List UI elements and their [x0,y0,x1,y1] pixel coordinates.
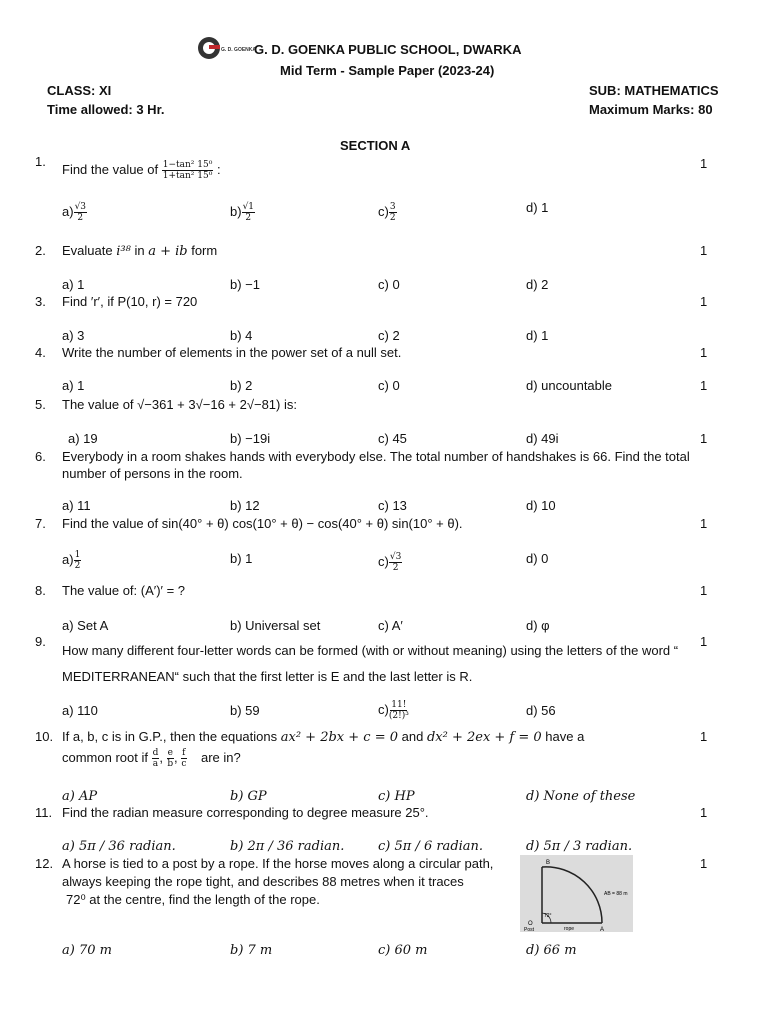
question-number: 1. [35,154,46,169]
option-c: c) 2 [378,328,400,343]
option-d: d) None of these [526,789,636,804]
denominator: a [152,759,159,769]
fraction [152,748,160,769]
denominator: 2 [389,213,396,223]
option-label: a) [62,551,74,567]
option-c: c) 0 [378,277,400,292]
subject-label: SUB: MATHEMATICS [589,83,719,98]
question-text: Write the number of elements in the power set of a null set. [62,345,402,360]
option-b: b) 59 [230,703,260,718]
option-d: d) 1 [526,328,549,343]
question-number: 5. [35,397,46,412]
question-marks: 1 [700,634,708,649]
option-a: a) 11 [62,498,91,513]
option-d: d) 0 [526,551,549,566]
question-marks: 1 [700,729,708,744]
question-text-part: and [401,729,424,744]
question-marks: 1 [700,378,708,393]
question-text-part: : [216,161,221,177]
option-c: c) 5π / 6 radian. [378,839,484,854]
school-logo [196,34,257,62]
fraction [74,550,82,571]
option-b: b) GP [230,789,267,804]
option-c: c) 60 m [378,943,428,958]
figure-label-angle: 72° [544,913,552,919]
question-text: Find ′r′, if P(10, r) = 720 [62,294,198,309]
question-marks: 1 [700,345,708,360]
option-a [62,202,87,223]
denominator: 2 [77,213,84,223]
question-text: How many different four-letter words can be formed (with or without meaning) using the letters of the word “ MEDITERRANEAN“ such that the first letter is E and the last letter is R. [62,643,679,684]
option-c: c) 45 [378,431,407,446]
option-a: a) 19 [68,431,98,446]
fraction [389,552,402,573]
option-d: d) φ [526,618,550,633]
question-text-part: have a [545,729,585,744]
option-label: c) [378,203,389,219]
question-marks: 1 [700,856,708,871]
question-marks: 1 [700,431,708,446]
option-b: b) 4 [230,328,253,343]
question-number: 12. [35,856,54,871]
numerator: 11! [391,700,407,710]
math-expression: a + ib [148,244,188,259]
question-text: Everybody in a room shakes hands with everybody else. The total number of handshakes is 66. Find the total number of persons in the room. [62,449,690,481]
option-c [378,202,397,223]
denominator: 2 [245,213,252,223]
question-number: 7. [35,516,46,531]
question-marks: 1 [700,294,708,309]
option-d: d) 49i [526,431,559,446]
figure-label-a: A [600,927,605,933]
question-text: Find the value of sin(40° + θ) cos(10° + θ) − cos(40° + θ) sin(10° + θ). [62,516,463,531]
question-text-part: are in? [200,749,241,765]
option-label: c) [378,553,389,569]
question-number: 6. [35,449,46,464]
question-number: 2. [35,243,46,258]
denominator: 2 [392,563,399,573]
rope-figure [520,855,633,932]
option-label: a) [62,203,74,219]
maximum-marks: Maximum Marks: 80 [589,102,713,117]
denominator: 1+tan² 15⁰ [162,171,213,181]
question-number: 11. [35,805,53,820]
option-b: b) 7 m [230,943,273,958]
option-a: a) 1 [62,277,85,292]
option-d: d) 56 [526,703,556,718]
question-marks: 1 [700,243,708,258]
numerator: 3 [389,202,396,212]
question-number: 3. [35,294,46,309]
question-text-part: common root if [62,749,148,765]
math-expression: i³⁸ [116,244,131,259]
option-a: a) 110 [62,703,98,718]
question-number: 8. [35,583,46,598]
question-text: The value of √−361 + 3√−16 + 2√−81) is: [62,397,297,412]
option-d: d) 10 [526,498,556,513]
question-number: 9. [35,634,46,649]
option-b [230,202,255,223]
figure-label-o: O [528,921,533,927]
option-c: c) 0 [378,378,400,393]
question-text [62,160,221,181]
question-number: 10. [35,729,54,744]
question-marks: 1 [700,156,708,171]
option-label: c) [378,701,389,717]
option-a: a) 3 [62,328,85,343]
option-b: b) −19i [230,431,271,446]
question-text: Find the radian measure corresponding to degree measure 25°. [62,805,429,820]
option-d: d) 1 [526,200,549,215]
class-label: CLASS: XI [47,83,112,98]
option-b: b) 1 [230,551,253,566]
question-text-line: A horse is tied to a post by a rope. If the horse moves along a circular path, [62,856,494,871]
numerator: e [167,748,173,758]
math-expression: dx² + 2ex + f = 0 [426,730,542,745]
numerator: f [182,748,186,758]
question-text-line: 72⁰ at the centre, find the length of the rope. [66,892,320,907]
numerator: d [152,748,159,758]
denominator: b [167,759,174,769]
option-b: b) −1 [230,277,260,292]
option-b: b) 2 [230,378,253,393]
question-marks: 1 [700,583,708,598]
figure-label-b: B [546,860,551,866]
question-text-line2: common root if $\frac{d}{a}$ , $\frac{e}{b}$ , $\frac{f}{c}$ are in? [62,748,241,769]
figure-label-arc: AB = 88 m [604,891,628,897]
question-text-part: in [134,243,145,258]
option-b: b) 12 [230,498,260,513]
option-a: a) AP [62,789,98,804]
question-marks: 1 [700,805,708,820]
option-a [62,550,81,571]
question-text [62,729,584,745]
numerator: √3 [74,202,87,212]
numerator: 1−tan² 15⁰ [162,160,213,170]
option-c [378,700,409,721]
math-expression: ax² + 2bx + c = 0 [280,730,398,745]
time-allowed: Time allowed: 3 Hr. [47,102,165,117]
school-name: G. D. GOENKA PUBLIC SCHOOL, DWARKA [254,42,522,57]
option-b: b) Universal set [230,618,321,633]
question-text-part: If a, b, c is in G.P., then the equations [62,729,278,744]
numerator: √1 [242,202,255,212]
option-a: a) 5π / 36 radian. [62,839,176,854]
numerator: √3 [389,552,402,562]
question-text-part: form [191,243,218,258]
section-heading: SECTION A [340,138,411,153]
option-b: b) 2π / 36 radian. [230,839,345,854]
fraction [74,202,87,223]
option-a: a) 1 [62,378,85,393]
option-d: d) 66 m [526,943,577,958]
denominator: 2 [74,561,81,571]
denominator: (2!)³ [388,711,409,721]
question-number: 4. [35,345,46,360]
logo-text: G. D. GOENKA [221,47,257,53]
option-label: b) [230,203,242,219]
option-c: c) HP [378,789,415,804]
option-c [378,552,402,573]
option-a: a) 70 m [62,943,112,958]
denominator: c [181,759,187,769]
question-marks: 1 [700,516,708,531]
option-c: c) A′ [378,618,403,633]
fraction [389,202,397,223]
fraction [242,202,255,223]
paper-title: Mid Term - Sample Paper (2023-24) [280,63,495,78]
option-d: d) uncountable [526,378,613,393]
fraction [181,748,186,769]
question-text [62,243,217,259]
option-d: d) 5π / 3 radian. [526,839,633,854]
fraction [162,160,214,181]
option-c: c) 13 [378,498,407,513]
figure-label-post: Post [524,927,535,933]
question-text: The value of: (A′)′ = ? [62,583,186,598]
numerator: 1 [74,550,81,560]
fraction [167,748,174,769]
question-text-line: always keeping the rope tight, and describes 88 metres when it traces [62,874,464,889]
figure-label-rope: rope [564,926,575,932]
option-a: a) Set A [62,618,109,633]
question-text-part: Evaluate [62,243,113,258]
option-d: d) 2 [526,277,549,292]
question-text-part: Find the value of [62,161,159,177]
fraction [389,700,409,721]
